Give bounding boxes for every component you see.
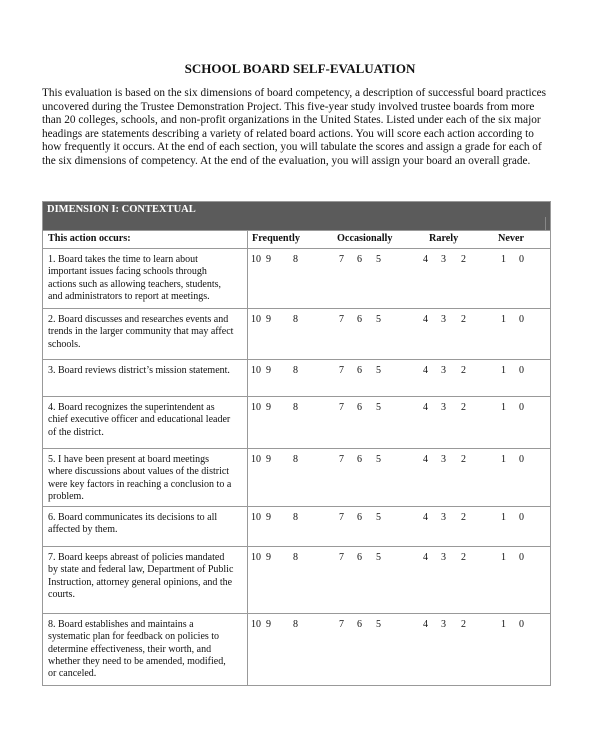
score-option[interactable]: 3 [441,454,446,465]
score-option[interactable]: 6 [357,454,362,465]
action-line: Instruction, attorney general opinions, and the [48,576,233,588]
score-option[interactable]: 6 [357,402,362,413]
score-option[interactable]: 0 [519,552,524,563]
score-option[interactable]: 3 [441,512,446,523]
table-row [43,613,550,688]
score-option[interactable]: 6 [357,314,362,325]
score-option[interactable]: 0 [519,619,524,630]
score-option[interactable]: 5 [376,512,381,523]
score-option[interactable]: 10 [251,552,261,563]
action-text [48,314,243,351]
score-option[interactable]: 2 [461,552,466,563]
score-option[interactable]: 8 [293,254,298,265]
score-option[interactable]: 9 [266,314,271,325]
action-line: where discussions about values of the district [48,466,230,478]
action-text [48,454,243,503]
action-text [48,619,243,680]
score-option[interactable]: 5 [376,619,381,630]
score-option[interactable]: 1 [501,402,506,413]
action-line: 5. I have been present at board meetings [48,454,210,465]
score-option[interactable]: 0 [519,402,524,413]
score-option[interactable]: 9 [266,454,271,465]
score-option[interactable]: 10 [251,454,261,465]
score-option[interactable]: 4 [423,365,428,376]
score-option[interactable]: 4 [423,454,428,465]
score-option[interactable]: 4 [423,552,428,563]
table-row [43,506,550,547]
score-option[interactable]: 10 [251,512,261,523]
score-option[interactable]: 5 [376,314,381,325]
header-frequently: Frequently [252,233,300,244]
score-option[interactable]: 2 [461,512,466,523]
score-option[interactable]: 1 [501,552,506,563]
score-option[interactable]: 4 [423,619,428,630]
header-rarely: Rarely [429,233,459,244]
score-option[interactable]: 9 [266,512,271,523]
action-line: actions such as allowing teachers, students, [48,278,222,290]
score-option[interactable]: 8 [293,402,298,413]
score-option[interactable]: 8 [293,552,298,563]
score-option[interactable]: 7 [339,365,344,376]
score-option[interactable]: 8 [293,314,298,325]
score-option[interactable]: 7 [339,552,344,563]
intro-line: the six dimensions of competency. At the end of the evaluation, you will assign your board an overall grade. [42,154,531,167]
score-option[interactable]: 4 [423,512,428,523]
score-option[interactable]: 0 [519,314,524,325]
score-option[interactable]: 2 [461,254,466,265]
action-line: 7. Board keeps abreast of policies mandated [48,552,225,563]
action-line: schools. [48,338,81,350]
score-option[interactable]: 8 [293,454,298,465]
action-line: 1. Board takes the time to learn about [48,254,198,265]
score-option[interactable]: 1 [501,454,506,465]
evaluation-table [42,201,551,686]
score-option[interactable]: 5 [376,454,381,465]
score-option[interactable]: 3 [441,254,446,265]
action-line: 8. Board establishes and maintains a [48,619,194,630]
band-divider [43,217,546,230]
dimension-title: DIMENSION I: CONTEXTUAL [47,204,196,215]
action-line: 4. Board recognizes the superintendent as [48,402,215,413]
action-text [48,254,243,303]
score-option[interactable]: 2 [461,402,466,413]
score-option[interactable]: 3 [441,314,446,325]
table-row [43,308,550,360]
header-occasionally: Occasionally [337,233,393,244]
intro-paragraph [42,87,562,169]
intro-line: uncovered during the Trustee Demonstration Project. This five-year study involved trustee boards from more [42,100,535,113]
table-row [43,248,550,309]
score-option[interactable]: 0 [519,512,524,523]
score-option[interactable]: 7 [339,512,344,523]
action-line: were key factors in reaching a conclusion to a [48,478,232,490]
action-line: problem. [48,490,84,502]
action-line: 3. Board reviews district’s mission statement. [48,365,230,376]
action-line: whether they need to be amended, modified, [48,655,226,667]
score-option[interactable]: 3 [441,619,446,630]
score-option[interactable]: 3 [441,365,446,376]
score-option[interactable]: 4 [423,254,428,265]
score-option[interactable]: 8 [293,512,298,523]
score-option[interactable]: 2 [461,314,466,325]
score-option[interactable]: 4 [423,402,428,413]
score-option[interactable]: 2 [461,454,466,465]
score-option[interactable]: 10 [251,619,261,630]
score-option[interactable]: 7 [339,254,344,265]
score-option[interactable]: 9 [266,619,271,630]
score-option[interactable]: 6 [357,619,362,630]
score-option[interactable]: 2 [461,619,466,630]
score-option[interactable]: 10 [251,402,261,413]
action-text [48,365,243,377]
action-text [48,512,243,537]
score-option[interactable]: 0 [519,254,524,265]
score-option[interactable]: 1 [501,314,506,325]
score-option[interactable]: 9 [266,402,271,413]
score-option[interactable]: 9 [266,365,271,376]
score-option[interactable]: 1 [501,254,506,265]
table-row [43,396,550,449]
score-option[interactable]: 7 [339,619,344,630]
score-option[interactable]: 8 [293,365,298,376]
table-row [43,359,550,397]
score-option[interactable]: 9 [266,254,271,265]
header-never: Never [498,233,525,244]
header-action: This action occurs: [48,233,131,244]
intro-line: how frequently it occurs. At the end of each section, you will tabulate the scores and assign a grade for each of [42,141,542,154]
score-option[interactable]: 5 [376,402,381,413]
table-row [43,448,550,507]
score-option[interactable]: 10 [251,365,261,376]
score-option[interactable]: 5 [376,552,381,563]
page-title: SCHOOL BOARD SELF-EVALUATION [184,61,416,76]
score-option[interactable]: 7 [339,402,344,413]
table-row [43,546,550,614]
action-line: systematic plan for feedback on policies to [48,631,220,643]
score-option[interactable]: 1 [501,619,506,630]
score-option[interactable]: 8 [293,619,298,630]
action-line: chief executive officer and educational leader [48,414,231,426]
action-text [48,552,243,601]
action-line: important issues facing schools through [48,266,207,278]
column-header-row [43,230,550,249]
action-line: determine effectiveness, their worth, and [48,643,212,655]
score-option[interactable]: 2 [461,365,466,376]
score-option[interactable]: 6 [357,254,362,265]
score-option[interactable]: 6 [357,365,362,376]
action-line: or canceled. [48,668,97,680]
score-option[interactable]: 1 [501,512,506,523]
score-option[interactable]: 5 [376,365,381,376]
score-option[interactable]: 4 [423,314,428,325]
action-line: affected by them. [48,524,118,536]
intro-line: This evaluation is based on the six dimensions of board competency, a description of successful board practices [42,87,547,99]
intro-line: headings are statements describing a variety of related board actions. You will score each action according to [42,127,534,140]
action-line: and administrators to report at meetings. [48,290,210,302]
action-line: by state and federal law, Department of Public [48,564,234,576]
score-option[interactable]: 5 [376,254,381,265]
score-option[interactable]: 0 [519,365,524,376]
action-line: courts. [48,588,75,600]
action-line: of the district. [48,426,104,438]
score-option[interactable]: 3 [441,552,446,563]
action-line: 2. Board discusses and researches events and [48,314,229,325]
score-option[interactable]: 3 [441,402,446,413]
score-option[interactable]: 1 [501,365,506,376]
action-text [48,402,243,439]
dimension-header [43,202,550,230]
score-option[interactable]: 7 [339,314,344,325]
score-option[interactable]: 10 [251,314,261,325]
score-option[interactable]: 0 [519,454,524,465]
action-line: 6. Board communicates its decisions to all [48,512,218,523]
score-option[interactable]: 6 [357,552,362,563]
score-option[interactable]: 9 [266,552,271,563]
score-option[interactable]: 6 [357,512,362,523]
score-option[interactable]: 10 [251,254,261,265]
action-line: trends in the larger community that may affect [48,326,234,338]
intro-line: than 20 colleges, schools, and non-profit organizations in the United States. Listed under each of the six major [42,114,541,127]
score-option[interactable]: 7 [339,454,344,465]
